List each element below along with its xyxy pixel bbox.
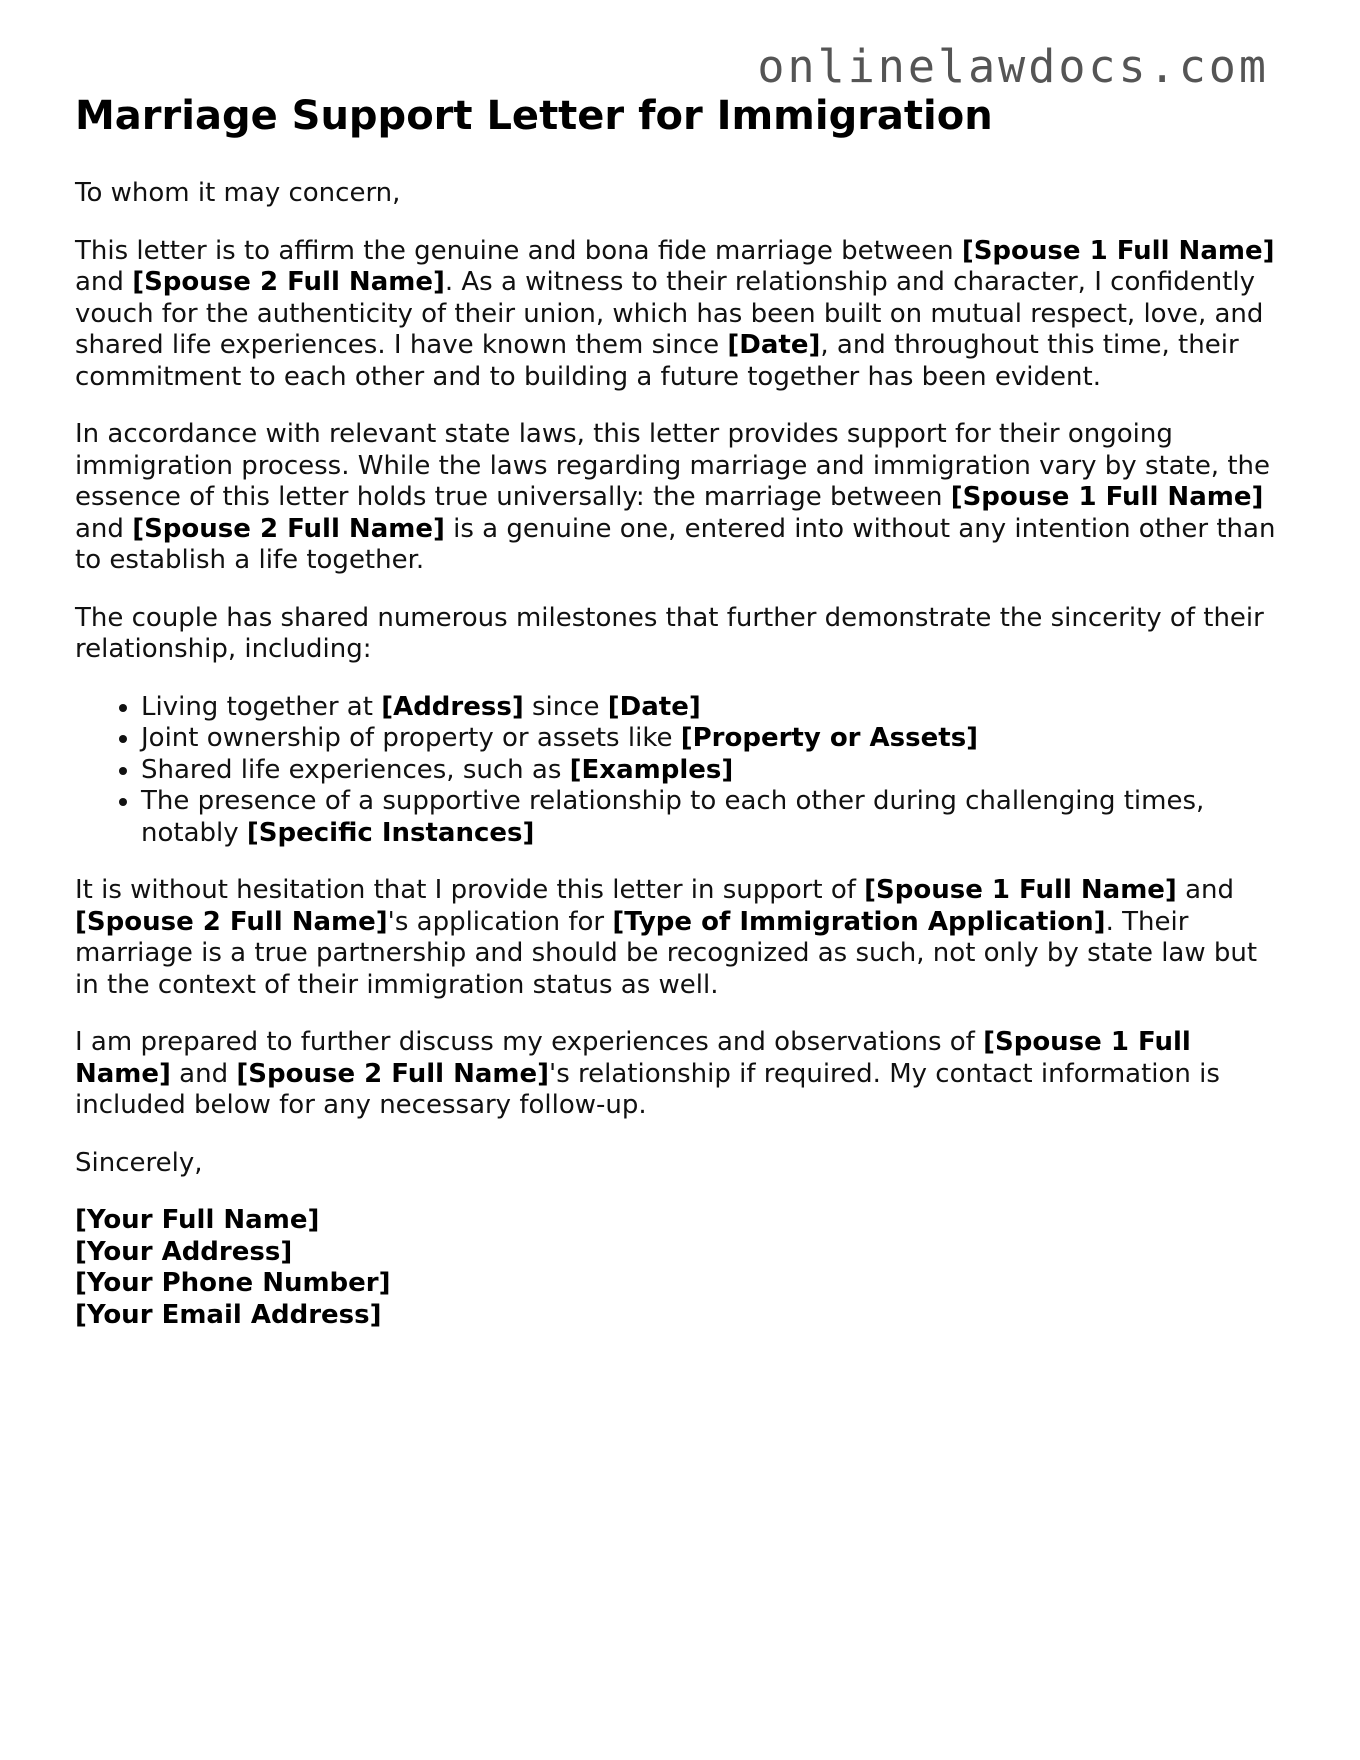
signature-email: [Your Email Address] — [75, 1299, 382, 1330]
paragraph-contact: I am prepared to further discuss my experiences and observations of [Spouse 1 Full Name] and [Spouse 2 Full Name]'s relationship if required. My contact information is included below for any necessary follow-up. — [75, 1027, 1220, 1120]
placeholder-field: [Property or Assets] — [680, 723, 979, 753]
placeholder-field: [Date] — [607, 691, 701, 722]
placeholder-field: [Spouse 2 Full Name] — [236, 1058, 550, 1089]
placeholder-field: [Spouse 2 Full Name] — [132, 513, 445, 544]
paragraph-support: It is without hesitation that I provide this letter in support of [Spouse 1 Full Name] and [Spouse 2 Full Name]'s application for [Type of Immigration Application]. Their marriage is a true partnership and should be recognized as such, not only by state law but in the context of their immigration status as well. — [75, 875, 1258, 1000]
placeholder-field: [Date] — [727, 330, 821, 360]
paragraph-state-laws: In accordance with relevant state laws, this letter provides support for their ongoing immigration process. While the laws regarding marriage and immigration vary by state, the essence of this letter holds true universally: the marriage between [Spouse 1 Full Name] and [Spouse 2 Full Name] is a genuine one, entered into without any intention other than to establish a life together. — [75, 419, 1276, 575]
closing: Sincerely, — [75, 1147, 203, 1178]
site-watermark: onlinelawdocs.com — [757, 40, 1269, 93]
placeholder-field: [Spouse 1 Full Name] — [864, 875, 1177, 905]
signature-block — [75, 1205, 1285, 1331]
placeholder-field: [Address] — [381, 691, 524, 722]
letter-title: Marriage Support Letter for Immigration — [75, 93, 993, 139]
milestone-item: • Shared life experiences, such as [Examples] — [141, 755, 1285, 787]
letter-document — [75, 88, 1285, 1331]
placeholder-field: [Spouse 1 Full Name] — [950, 482, 1264, 512]
placeholder-field: [Spouse 2 Full Name] — [132, 267, 445, 297]
placeholder-field: [Specific Instances] — [246, 817, 535, 848]
greeting: To whom it may concern, — [75, 178, 401, 208]
placeholder-field: [Spouse 1 Full Name] — [75, 1027, 1191, 1089]
milestone-item: • Joint ownership of property or assets like [Property or Assets] — [141, 723, 1285, 755]
placeholder-field: [Spouse 2 Full Name] — [75, 906, 388, 937]
milestone-item: • Living together at [Address] since [Date] — [141, 692, 1285, 724]
milestone-item: • The presence of a supportive relationship to each other during challenging times, notably [Specific Instances] — [141, 786, 1285, 849]
signature-phone: [Your Phone Number] — [75, 1268, 391, 1298]
placeholder-field: [Spouse 1 Full Name] — [961, 235, 1275, 266]
milestones-list — [75, 692, 1285, 850]
signature-name: [Your Full Name] — [75, 1205, 320, 1235]
signature-address: [Your Address] — [75, 1236, 293, 1267]
placeholder-field: [Type of Immigration Application] — [612, 906, 1106, 937]
placeholder-field: [Examples] — [569, 754, 734, 785]
paragraph-affirmation: This letter is to affirm the genuine and bona fide marriage between [Spouse 1 Full Name] and [Spouse 2 Full Name]. As a witness to their relationship and character, I confidently vouch for the authenticity of their union, which has been built on mutual respect, love, and shared life experiences. I have known them since [Date], and throughout this time, their commitment to each other and to building a future together has been evident. — [75, 235, 1275, 392]
paragraph-milestones-intro: The couple has shared numerous milestones that further demonstrate the sincerity of their relationship, including: — [75, 602, 1264, 664]
